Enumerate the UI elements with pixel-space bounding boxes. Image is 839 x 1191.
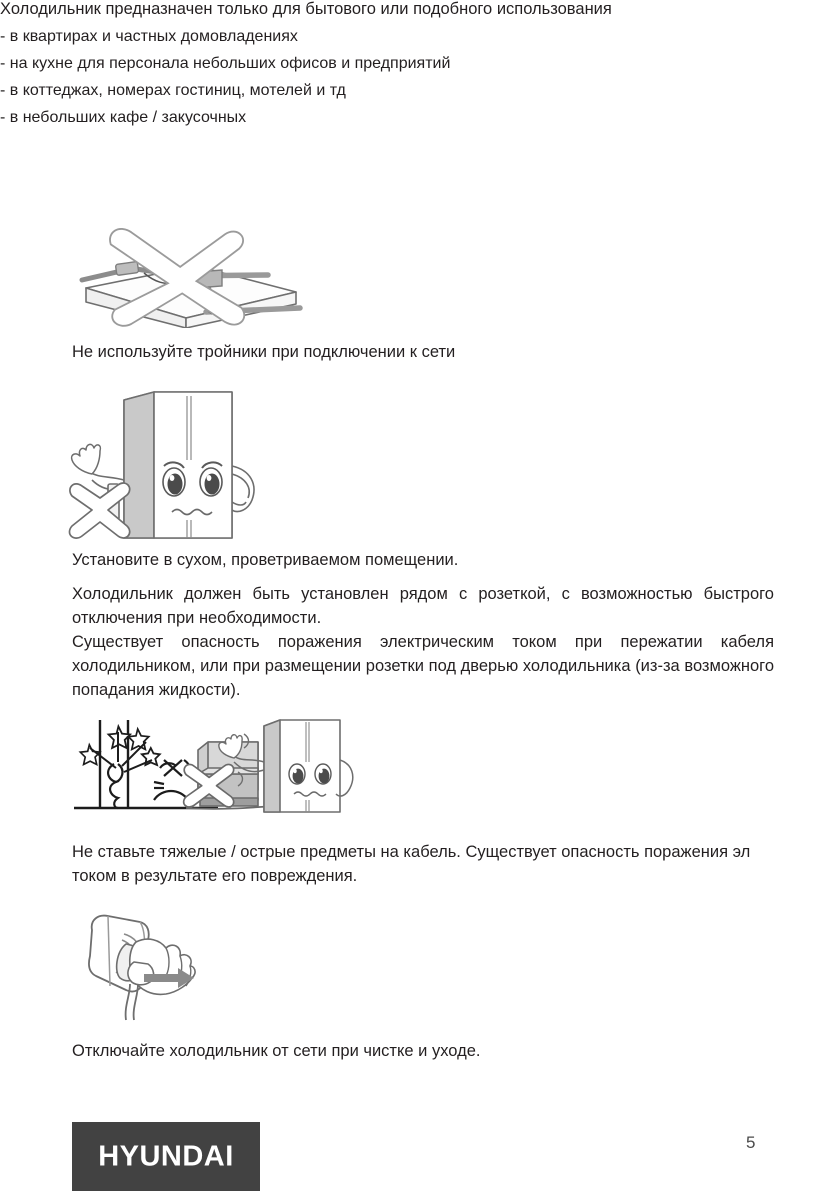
- sofa-crushing-cable-sparks-illustration: [68, 712, 358, 822]
- power-strip-crossed-out-illustration: [72, 228, 322, 328]
- intro-text-block: [0, 0, 700, 127]
- paragraph-shock-hazard: Существует опасность поражения электрическим током при пережатии кабеля холодильником, или при размещении розетки под дверью холодильника (из-за возможного попадания жидкости).: [72, 633, 774, 699]
- hyundai-brand-logo: [72, 1122, 260, 1191]
- page-number: 5: [746, 1133, 756, 1152]
- hyundai-wordmark: HYUNDAI: [98, 1140, 234, 1172]
- hand-unplugging-socket-illustration: [74, 908, 219, 1023]
- intro-lead-line: Холодильник предназначен только для бытового или подобного использования: [0, 0, 612, 18]
- caption-install-dry-ventilated: Установите в сухом, проветриваемом помещении.: [72, 551, 459, 569]
- paragraph-socket-proximity: Холодильник должен быть установлен рядом с розеткой, с возможностью быстрого отключения при необходимости.: [72, 585, 774, 627]
- intro-bullet-4: - в небольших кафе / закусочных: [0, 109, 247, 126]
- caption-unplug-before-cleaning: Отключайте холодильник от сети при чистке и уходе.: [72, 1042, 481, 1060]
- intro-bullet-3: - в коттеджах, номерах гостиниц, мотелей и тд: [0, 82, 346, 99]
- worried-refrigerator-character-illustration: [66, 388, 271, 543]
- intro-bullet-2: - на кухне для персонала небольших офисов и предприятий: [0, 55, 451, 72]
- caption-no-power-strips: Не используйте тройники при подключении к сети: [72, 343, 456, 361]
- intro-bullet-1: - в квартирах и частных домовладениях: [0, 28, 298, 45]
- caption-no-heavy-objects-on-cable: Не ставьте тяжелые / острые предметы на кабель. Существует опасность поражения эл током в результате его повреждения.: [72, 843, 751, 885]
